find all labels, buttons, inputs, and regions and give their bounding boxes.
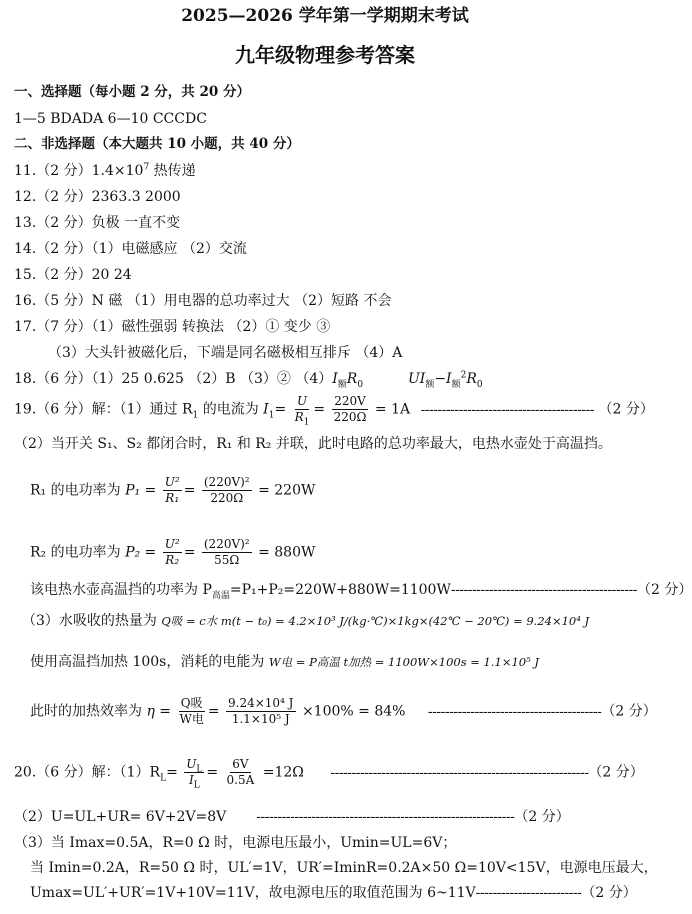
q16: 16.（5 分）N 磁 （1）用电器的总功率过大 （2）短路 不会 [14,293,392,309]
q12: 12.（2 分）2363.3 2000 [14,189,181,205]
q13: 13.（2 分）负极 一直不变 [14,215,181,231]
q19-p1: R₁ 的电功率为 P₁ = $\frac{\text{U²}}{\text{R₁}}$ = $\frac{\text{(220V)²}}{220\Omega}$ = 220W [30,475,316,505]
section2-heading: 二、非选择题（本大题共 10 小题，共 40 分） [14,136,300,152]
q19-efficiency: 此时的加热效率为 η = $\frac{\text{Q吸}}{\text{W电}}$ = $\frac{\text{9.24×10⁴ J}}{\text{1.1×10⁵ J}}$ ×100% = 84% -----------------------------------------（2 分） [30,696,657,726]
q14: 14.（2 分）（1）电磁感应 （2）交流 [14,241,247,257]
section1-answers: 1—5 BDADA 6—10 CCCDC [14,111,207,127]
q18: 18.（6 分）（1）25 0.625 （2）B （3）② $(4)I_额R_0$ $UI_额-I_额^2R_0$ [14,370,483,390]
q20-line4: 当 Imin=0.2A，R=50 Ω 时，UL′=1V，UR′=IminR=0.2A×50 Ω=10V<15V，电源电压最大， [30,860,658,876]
section1-heading: 一、选择题（每小题 2 分，共 20 分） [14,84,250,100]
q19-p2: R₂ 的电功率为 P₂ = $\frac{\text{U²}}{\text{R₂}}$ = $\frac{\text{(220V)²}}{55\Omega}$ = 880W [30,537,316,567]
q19-energy: 使用高温挡加热 100s，消耗的电能为 W电 = P高温 t加热 = 1100W×100s = 1.1×10⁵ J [30,654,539,670]
exam-title: 2025—2026 学年第一学期期末考试 [181,6,469,26]
q15: 15.（2 分）20 24 [14,267,132,283]
q17-line2: （3）大头针被磁化后，下端是同名磁极相互排斥 （4）A [48,345,403,361]
q20-line1: 20.（6 分）解：$(1)R_L=$ $\frac{U_L}{I_L}$ = $\frac{6V}{0.5A}$ =12Ω -------------------------------------------------------------（2 分） [14,757,644,791]
q20-line3: （3）当 Imax=0.5A，R=0 Ω 时，电源电压最小，Umin=UL=6V； [14,835,457,851]
q19-line1: 19.（6 分）解：（1）通过 $R_1$ 的电流为 $I_1=$ $\frac{U}{R_1}$ = $\frac{220V}{220\Omega}$ = 1A ----------------------------------------- （2 分） [14,394,654,428]
q20-line2: （2）U=UL+UR= 6V+2V=8V -------------------------------------------------------------（2 分） [14,809,570,825]
q19-high-power: 该电热水壶高温挡的功率为 $P_{高温}=P_1+P_2=220W+880W=1100W--------------------------------------------(2$ 分） [30,582,692,601]
q19-line2: （2）当开关 S₁、S₂ 都闭合时，R₁ 和 R₂ 并联，此时电路的总功率最大，电热水壶处于高温挡。 [14,436,612,452]
q11: 11.（2 分）$1.4\times 10^7$ 热传递 [14,162,196,179]
q17-line1: 17.（7 分）（1）磁性强弱 转换法 （2）① 变少 ③ [14,319,331,335]
q19-heat: （3）水吸收的热量为 Q吸 = c水 m(t − t₀) = 4.2×10³ J/(kg·℃)×1kg×(42℃ − 20℃) = 9.24×10⁴ J [22,613,590,629]
subject-title: 九年级物理参考答案 [235,43,415,67]
q20-line5: Umax=UL′+UR′=1V+10V=11V，故电源电压的取值范围为 6~11V-------------------------（2 分） [30,885,637,901]
